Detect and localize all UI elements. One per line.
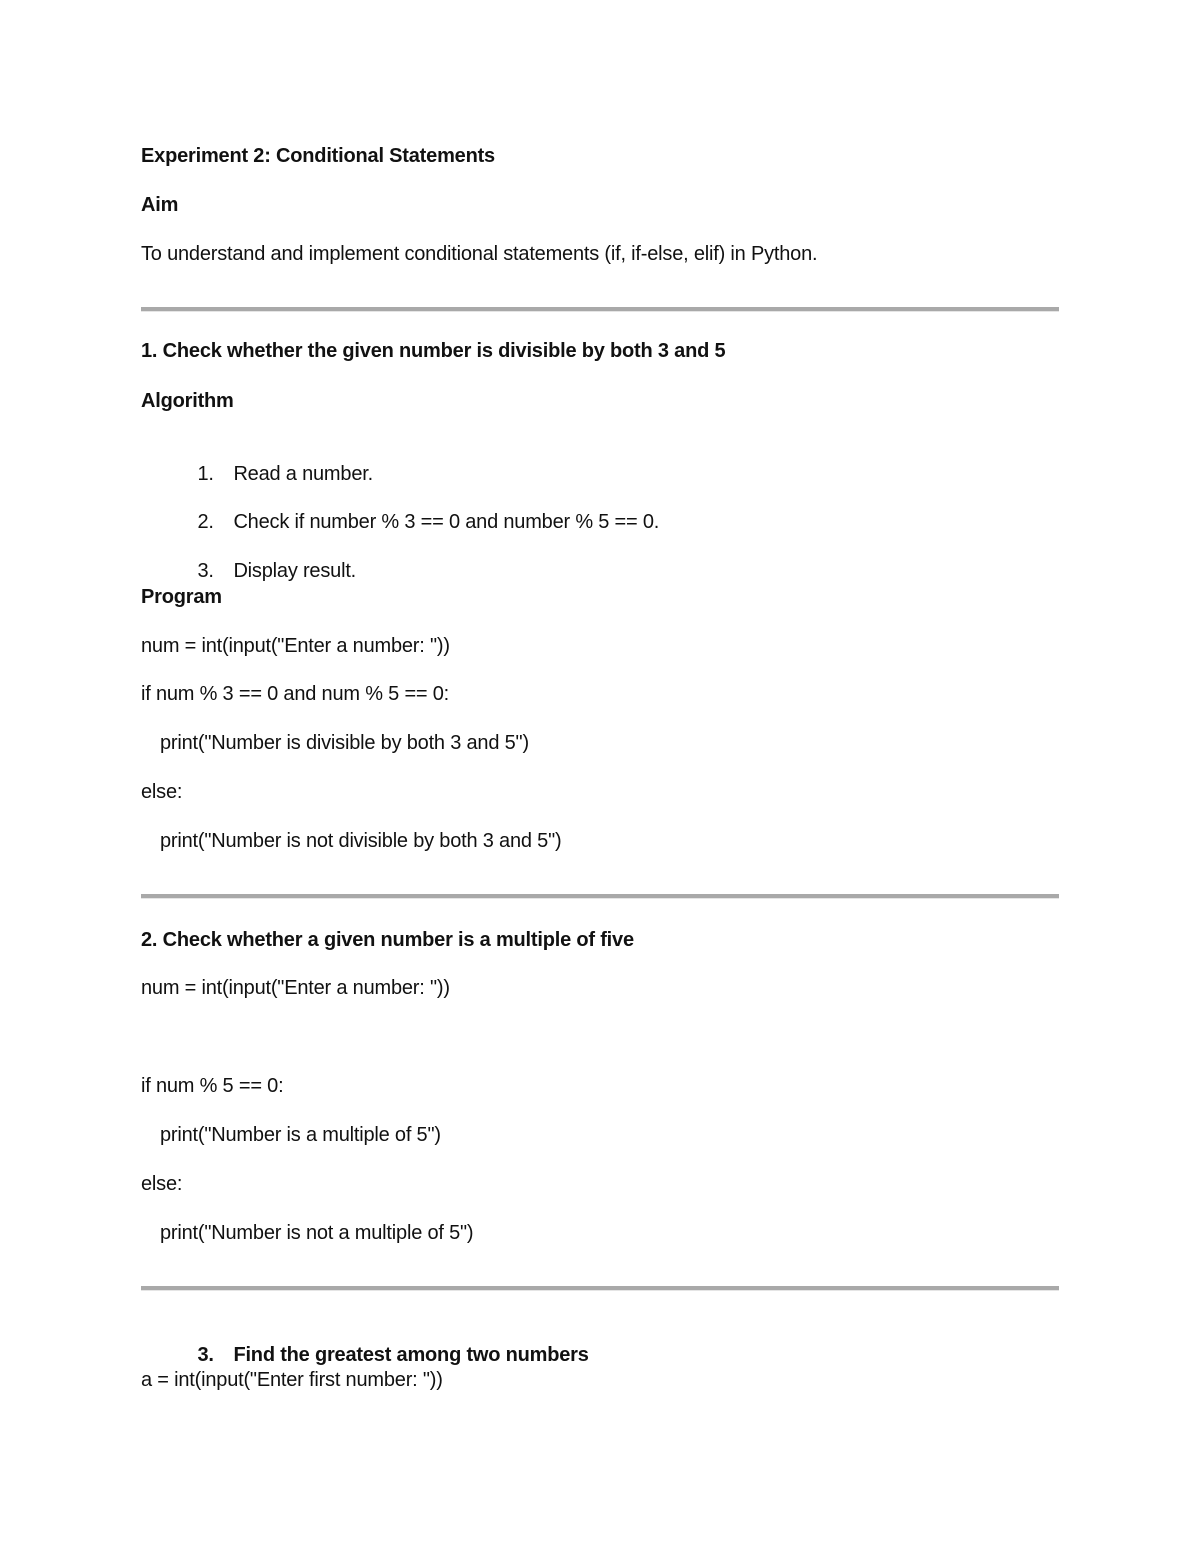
code-line: a = int(input("Enter first number: ")) [141,1369,443,1391]
code-line: print("Number is not a multiple of 5") [160,1222,474,1244]
step-text: Display result. [233,560,357,582]
section-divider [141,894,1059,899]
section3-title: Find the greatest among two numbers [233,1344,589,1366]
section1-heading: 1. Check whether the given number is divisible by both 3 and 5 [141,340,726,362]
document-title: Experiment 2: Conditional Statements [141,145,495,167]
section3-number: 3. [197,1344,214,1366]
section2-heading: 2. Check whether a given number is a multiple of five [141,929,634,951]
section-divider [141,1286,1059,1291]
aim-heading: Aim [141,194,179,216]
code-line: num = int(input("Enter a number: ")) [141,977,450,999]
code-line: else: [141,781,183,803]
section-divider [141,307,1059,312]
code-line: if num % 5 == 0: [141,1075,284,1097]
code-line: num = int(input("Enter a number: ")) [141,635,450,657]
code-line: if num % 3 == 0 and num % 5 == 0: [141,683,450,705]
code-line: print("Number is not divisible by both 3 and 5") [160,830,562,852]
code-line: print("Number is divisible by both 3 and 5") [160,732,529,754]
algorithm-heading: Algorithm [141,390,234,412]
code-line: else: [141,1173,183,1195]
step-text: Check if number % 3 == 0 and number % 5 == 0. [233,511,660,533]
aim-text: To understand and implement conditional statements (if, if-else, elif) in Python. [141,243,818,265]
step-number: 3. [197,560,214,582]
code-line: print("Number is a multiple of 5") [160,1124,441,1146]
step-number: 2. [197,511,214,533]
program-heading: Program [141,586,222,608]
step-number: 1. [197,463,214,485]
step-text: Read a number. [233,463,373,485]
